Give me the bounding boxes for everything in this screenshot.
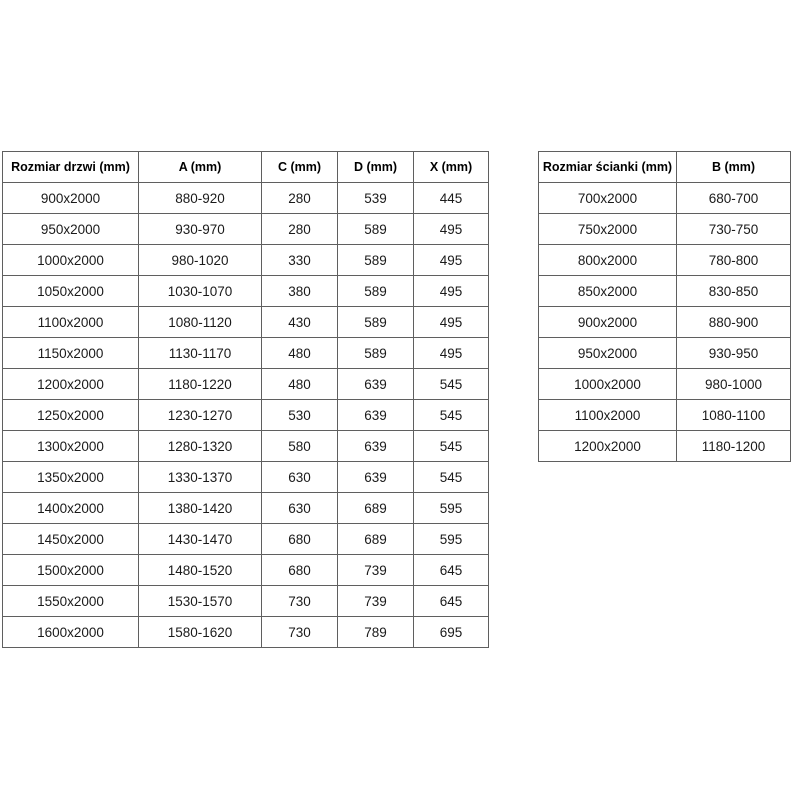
table-cell: 1180-1220 <box>139 369 262 400</box>
table-cell: 1480-1520 <box>139 555 262 586</box>
table-cell: 589 <box>338 276 414 307</box>
table-cell: 680 <box>262 555 338 586</box>
table-cell: 739 <box>338 555 414 586</box>
table-cell: 1130-1170 <box>139 338 262 369</box>
table-row <box>539 369 791 400</box>
table-row <box>539 214 791 245</box>
table-cell: 1100x2000 <box>3 307 139 338</box>
table-cell: 880-900 <box>677 307 791 338</box>
table-row <box>539 338 791 369</box>
table-row <box>3 617 489 648</box>
wall-header-b: B (mm) <box>677 152 791 183</box>
door-header-a: A (mm) <box>139 152 262 183</box>
table-cell: 589 <box>338 214 414 245</box>
door-table-header-row <box>3 152 489 183</box>
table-cell: 730-750 <box>677 214 791 245</box>
table-cell: 850x2000 <box>539 276 677 307</box>
table-row <box>3 276 489 307</box>
table-cell: 950x2000 <box>539 338 677 369</box>
table-cell: 789 <box>338 617 414 648</box>
table-cell: 900x2000 <box>3 183 139 214</box>
table-cell: 545 <box>414 431 489 462</box>
door-header-c: C (mm) <box>262 152 338 183</box>
table-cell: 645 <box>414 586 489 617</box>
table-row <box>539 431 791 462</box>
table-cell: 330 <box>262 245 338 276</box>
door-header-x: X (mm) <box>414 152 489 183</box>
table-cell: 880-920 <box>139 183 262 214</box>
table-cell: 1350x2000 <box>3 462 139 493</box>
table-row <box>3 493 489 524</box>
table-row <box>539 183 791 214</box>
table-cell: 1200x2000 <box>3 369 139 400</box>
table-cell: 480 <box>262 369 338 400</box>
table-row <box>3 431 489 462</box>
table-cell: 495 <box>414 276 489 307</box>
wall-table-body <box>539 183 791 462</box>
table-cell: 1250x2000 <box>3 400 139 431</box>
table-cell: 750x2000 <box>539 214 677 245</box>
table-row <box>3 586 489 617</box>
table-cell: 1500x2000 <box>3 555 139 586</box>
table-cell: 680 <box>262 524 338 555</box>
wall-table-header-row <box>539 152 791 183</box>
table-cell: 1430-1470 <box>139 524 262 555</box>
table-cell: 430 <box>262 307 338 338</box>
wall-header-rozmiar-scianki: Rozmiar ścianki (mm) <box>539 152 677 183</box>
table-row <box>3 400 489 431</box>
table-cell: 545 <box>414 462 489 493</box>
table-cell: 639 <box>338 400 414 431</box>
table-cell: 495 <box>414 338 489 369</box>
table-cell: 545 <box>414 400 489 431</box>
table-row <box>3 369 489 400</box>
table-cell: 800x2000 <box>539 245 677 276</box>
table-cell: 1180-1200 <box>677 431 791 462</box>
table-cell: 1000x2000 <box>3 245 139 276</box>
table-cell: 530 <box>262 400 338 431</box>
door-header-rozmiar-drzwi: Rozmiar drzwi (mm) <box>3 152 139 183</box>
table-row <box>539 307 791 338</box>
table-cell: 495 <box>414 214 489 245</box>
table-row <box>539 245 791 276</box>
table-row <box>3 555 489 586</box>
table-cell: 1050x2000 <box>3 276 139 307</box>
table-cell: 730 <box>262 586 338 617</box>
table-cell: 900x2000 <box>539 307 677 338</box>
table-cell: 280 <box>262 214 338 245</box>
table-row <box>3 462 489 493</box>
table-cell: 1150x2000 <box>3 338 139 369</box>
table-cell: 589 <box>338 338 414 369</box>
table-cell: 639 <box>338 369 414 400</box>
table-cell: 495 <box>414 245 489 276</box>
table-row <box>3 524 489 555</box>
table-cell: 545 <box>414 369 489 400</box>
table-row <box>539 276 791 307</box>
table-cell: 539 <box>338 183 414 214</box>
table-cell: 1080-1120 <box>139 307 262 338</box>
door-size-table <box>2 151 489 648</box>
table-cell: 645 <box>414 555 489 586</box>
table-cell: 1300x2000 <box>3 431 139 462</box>
table-cell: 480 <box>262 338 338 369</box>
table-cell: 1400x2000 <box>3 493 139 524</box>
table-cell: 630 <box>262 462 338 493</box>
table-cell: 1530-1570 <box>139 586 262 617</box>
table-cell: 1230-1270 <box>139 400 262 431</box>
table-cell: 1600x2000 <box>3 617 139 648</box>
table-cell: 1080-1100 <box>677 400 791 431</box>
table-cell: 680-700 <box>677 183 791 214</box>
table-cell: 980-1020 <box>139 245 262 276</box>
table-cell: 739 <box>338 586 414 617</box>
table-cell: 1330-1370 <box>139 462 262 493</box>
table-cell: 1200x2000 <box>539 431 677 462</box>
table-cell: 589 <box>338 307 414 338</box>
table-cell: 1580-1620 <box>139 617 262 648</box>
table-row <box>3 214 489 245</box>
table-cell: 1380-1420 <box>139 493 262 524</box>
table-row <box>3 183 489 214</box>
table-cell: 780-800 <box>677 245 791 276</box>
door-table-body <box>3 183 489 648</box>
table-cell: 930-950 <box>677 338 791 369</box>
table-cell: 1000x2000 <box>539 369 677 400</box>
table-cell: 1450x2000 <box>3 524 139 555</box>
door-header-d: D (mm) <box>338 152 414 183</box>
table-cell: 830-850 <box>677 276 791 307</box>
table-cell: 730 <box>262 617 338 648</box>
table-cell: 595 <box>414 524 489 555</box>
table-cell: 689 <box>338 524 414 555</box>
table-cell: 639 <box>338 462 414 493</box>
table-cell: 1550x2000 <box>3 586 139 617</box>
table-cell: 580 <box>262 431 338 462</box>
table-cell: 280 <box>262 183 338 214</box>
table-cell: 445 <box>414 183 489 214</box>
table-cell: 689 <box>338 493 414 524</box>
table-cell: 980-1000 <box>677 369 791 400</box>
wall-size-table <box>538 151 791 462</box>
table-cell: 695 <box>414 617 489 648</box>
table-cell: 589 <box>338 245 414 276</box>
table-cell: 1280-1320 <box>139 431 262 462</box>
table-cell: 630 <box>262 493 338 524</box>
table-cell: 1030-1070 <box>139 276 262 307</box>
table-cell: 700x2000 <box>539 183 677 214</box>
table-row <box>3 307 489 338</box>
table-cell: 495 <box>414 307 489 338</box>
table-cell: 380 <box>262 276 338 307</box>
table-cell: 639 <box>338 431 414 462</box>
table-row <box>3 338 489 369</box>
table-cell: 1100x2000 <box>539 400 677 431</box>
table-cell: 950x2000 <box>3 214 139 245</box>
table-cell: 595 <box>414 493 489 524</box>
table-row <box>3 245 489 276</box>
table-row <box>539 400 791 431</box>
table-cell: 930-970 <box>139 214 262 245</box>
